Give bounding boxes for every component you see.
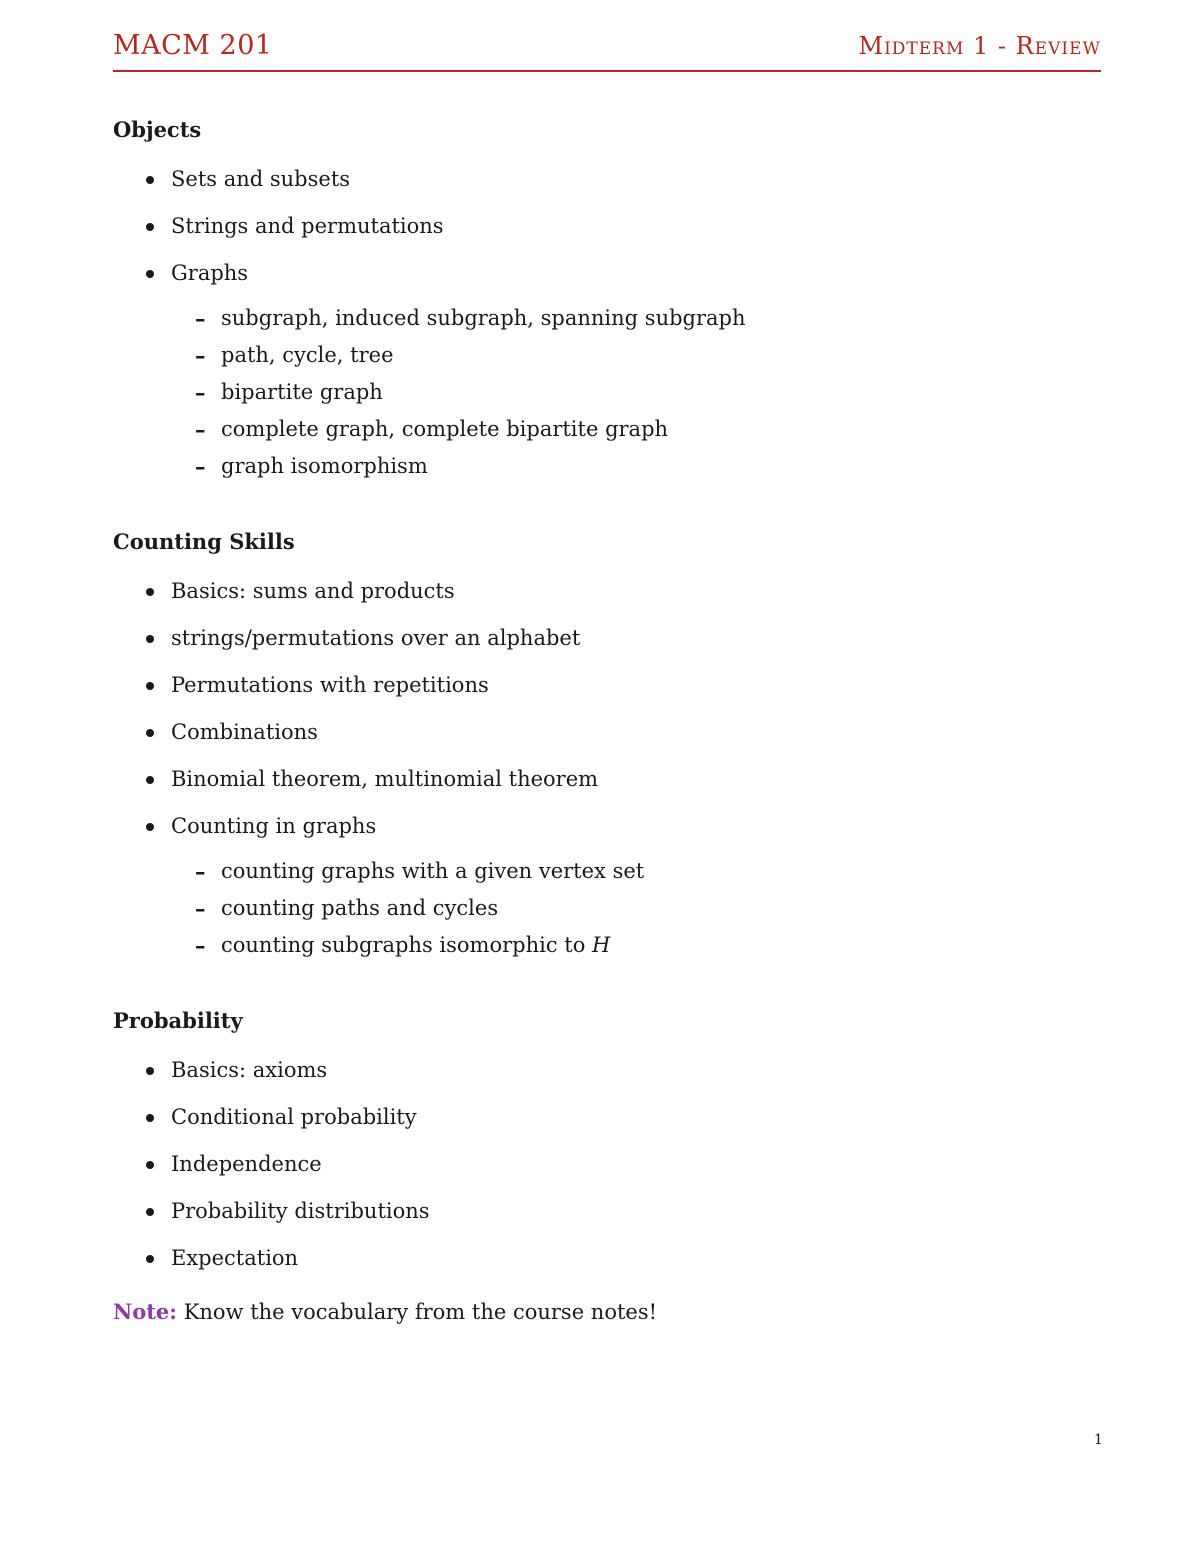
list-item <box>113 717 1073 748</box>
list-item-text: Binomial theorem, multinomial theorem <box>171 767 599 791</box>
section-objects <box>113 112 1073 482</box>
dash-icon: – <box>195 306 206 331</box>
sub-list-item-text: path, cycle, tree <box>221 343 394 367</box>
list-item <box>113 764 1073 795</box>
topic-list <box>113 164 1073 482</box>
section-heading: Counting Skills <box>113 529 295 554</box>
bullet-icon <box>146 270 154 278</box>
dash-icon: – <box>195 380 206 405</box>
page-header <box>113 30 1101 74</box>
list-item-text: Probability distributions <box>171 1199 430 1223</box>
bullet-icon <box>146 176 154 184</box>
list-item <box>113 670 1073 701</box>
dash-icon: – <box>195 454 206 479</box>
sub-list-item <box>171 930 1073 961</box>
sub-list-item <box>171 377 1073 408</box>
sub-list-item-text: counting paths and cycles <box>221 896 499 920</box>
bullet-icon <box>146 776 154 784</box>
list-item-text: Basics: sums and products <box>171 579 455 603</box>
sub-list-item-text: counting subgraphs isomorphic to <box>221 933 586 957</box>
sub-list-item-text: bipartite graph <box>221 380 383 404</box>
sub-list-item <box>171 303 1073 334</box>
bullet-icon <box>146 1255 154 1263</box>
list-item-text: Strings and permutations <box>171 214 444 238</box>
sub-list-item-text: counting graphs with a given vertex set <box>221 859 645 883</box>
list-item <box>113 623 1073 654</box>
sub-list-item <box>171 893 1073 924</box>
bullet-icon <box>146 1208 154 1216</box>
bullet-icon <box>146 223 154 231</box>
sub-list-item-text: complete graph, complete bipartite graph <box>221 417 669 441</box>
section-heading: Probability <box>113 1008 243 1033</box>
subtopic-list <box>171 856 1073 961</box>
document-title: Midterm 1 - Review <box>858 32 1101 60</box>
dash-icon: – <box>195 417 206 442</box>
topic-list <box>113 576 1073 961</box>
list-item-text: Counting in graphs <box>171 814 377 838</box>
bullet-icon <box>146 729 154 737</box>
note-text: Know the vocabulary from the course notes! <box>183 1300 658 1324</box>
list-item <box>113 1149 1073 1180</box>
list-item <box>113 211 1073 242</box>
bullet-icon <box>146 588 154 596</box>
bullet-icon <box>146 1114 154 1122</box>
list-item <box>113 164 1073 195</box>
sub-list-item <box>171 451 1073 482</box>
note-paragraph <box>113 1296 1073 1328</box>
page-number: 1 <box>1094 1432 1103 1448</box>
list-item-text: strings/permutations over an alphabet <box>171 626 581 650</box>
dash-icon: – <box>195 896 206 921</box>
list-item <box>113 258 1073 482</box>
list-item-text: Basics: axioms <box>171 1058 328 1082</box>
sub-list-item <box>171 414 1073 445</box>
list-item <box>113 1102 1073 1133</box>
math-variable: H <box>592 933 611 957</box>
dash-icon: – <box>195 933 206 958</box>
list-item-text: Independence <box>171 1152 322 1176</box>
topic-list <box>113 1055 1073 1274</box>
list-item <box>113 576 1073 607</box>
section-counting-skills <box>113 524 1073 961</box>
list-item-text: Graphs <box>171 261 249 285</box>
review-content <box>113 112 1073 1349</box>
section-probability <box>113 1003 1073 1274</box>
bullet-icon <box>146 1067 154 1075</box>
list-item-text: Permutations with repetitions <box>171 673 489 697</box>
bullet-icon <box>146 823 154 831</box>
sub-list-item-text: subgraph, induced subgraph, spanning subgraph <box>221 306 746 330</box>
list-item-text: Expectation <box>171 1246 299 1270</box>
list-item <box>113 1055 1073 1086</box>
sub-list-item <box>171 856 1073 887</box>
bullet-icon <box>146 682 154 690</box>
sub-list-item-text: graph isomorphism <box>221 454 428 478</box>
section-heading: Objects <box>113 117 202 142</box>
bullet-icon <box>146 1161 154 1169</box>
sub-list-item <box>171 340 1073 371</box>
subtopic-list <box>171 303 1073 482</box>
list-item-text: Combinations <box>171 720 318 744</box>
note-label: Note: <box>113 1299 178 1324</box>
dash-icon: – <box>195 343 206 368</box>
dash-icon: – <box>195 859 206 884</box>
header-rule <box>113 70 1101 72</box>
list-item-text: Sets and subsets <box>171 167 351 191</box>
bullet-icon <box>146 635 154 643</box>
list-item <box>113 1196 1073 1227</box>
list-item <box>113 1243 1073 1274</box>
list-item <box>113 811 1073 961</box>
list-item-text: Conditional probability <box>171 1105 417 1129</box>
course-code: MACM 201 <box>113 30 273 61</box>
